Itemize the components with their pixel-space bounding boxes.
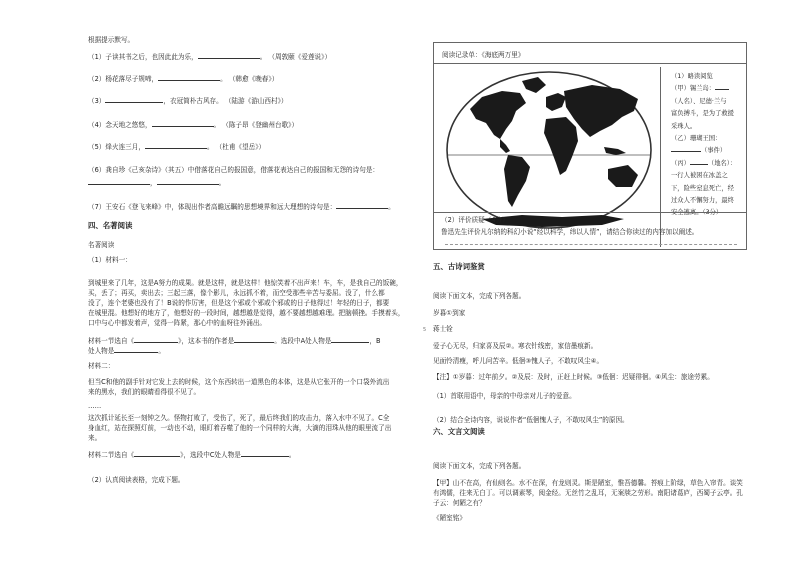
fill-material-1-cont: 处人物是 。 — [88, 347, 165, 355]
question-1: （1）子读其书之后，也因此此为乐， 。 （周敦颐《爱莲说》） — [88, 53, 332, 61]
passage-line: 来。 — [88, 434, 102, 442]
question-4: （4）念天地之悠悠， 。 （陈子昂《登幽州台歌》） — [88, 121, 299, 129]
answer-blank[interactable] — [690, 158, 708, 165]
subheading: 名著阅读 — [88, 241, 115, 249]
answer-blank[interactable] — [234, 336, 274, 343]
fill-material-2: 材料二节选自《 》，选段中C处人物是 。 — [88, 451, 296, 459]
section-5-heading: 五、古诗词鉴赏 — [433, 262, 485, 271]
question-6: （6）龚自珍《己亥杂诗》（其五）中借落花自己的报国意，借落花表达自己的报国和无怨的诗句是： — [88, 166, 380, 174]
table-header — [434, 43, 746, 64]
answer-blank[interactable] — [157, 178, 219, 185]
material-1-label: （1）材料一： — [88, 256, 132, 264]
evaluation-question: （2）评价质疑（4分） 鲁迅先生评价凡尔纳的科幻小说“经以科学，纬以人情”，请结合你读过的内容加以阐述。 — [433, 212, 747, 251]
passage-line: 在城里混。他想好的地方了，他想好的一段时间，越想越是觉得，越不要越想越难理。把脑顿挫。手摸着头， — [88, 309, 405, 317]
instruction: 根据提示默写。 — [88, 36, 135, 44]
question-5: （5）烽火连三月， 。 （杜甫《望岳》） — [88, 143, 266, 151]
passage-line: 这次抓计延长至一刻钟之久。怪物打败了，受伤了，死了，最后终我们的攻击力，落入水中不见了。C全 — [88, 414, 390, 422]
answer-blank[interactable] — [671, 145, 701, 152]
classical-text: 子云：何陋之有？ — [433, 499, 486, 507]
classical-text: 【甲】山不在高，有仙则名。水不在深，有龙则灵。斯是陋室，惟吾德馨。苔痕上阶绿，草色入帘青。谈笑 — [433, 479, 743, 487]
fill-material-1: 材料一节选自《 》，这本书的作者是 。选段中A处人物是 ，B — [88, 337, 381, 345]
answer-blank[interactable] — [114, 346, 158, 353]
answer-blank[interactable] — [152, 120, 214, 127]
instruction: 阅读下面文本，完成下列各题。 — [433, 292, 526, 300]
answer-blank[interactable] — [715, 83, 729, 90]
question-2-read: （2）认真阅读表格，完成下题。 — [88, 476, 185, 484]
binding-mark: 5 — [423, 327, 427, 333]
ellipsis: …… — [88, 402, 102, 410]
question-6-answer: ， 。 — [88, 178, 225, 187]
answer-blank[interactable] — [241, 450, 289, 457]
poem-line: 爱子心无尽，归家喜及辰②。寒衣针线密，家信墨痕新。 — [433, 342, 598, 350]
question-5-2: （2）结合全诗内容，说说作者“低徊愧人子，不敢叹风尘”的原因。 — [433, 416, 629, 424]
classical-title: 《陋室铭》 — [433, 514, 466, 522]
section-6-heading: 六、文言文阅读 — [433, 427, 485, 436]
question-5-1: （1）首联用语中，母亲的中母亲对儿子的爱意。 — [433, 392, 576, 400]
answer-blank[interactable] — [105, 96, 163, 103]
poem-author: 蒋士铨 — [433, 325, 453, 333]
poem-notes: 【注】①岁暮：过年前夕。②及辰：及时，正赶上时候。③低徊：迟疑徘徊。④风尘：旅途劳累。 — [433, 373, 714, 381]
answer-line[interactable] — [445, 244, 737, 245]
answer-blank[interactable] — [145, 142, 207, 149]
answer-blank[interactable] — [336, 202, 388, 209]
passage-line: 买，丢了；再买，卖出去；三起三落，像个影儿，永远抓不着，而空受那些辛苦与委屈。没了，什么都 — [88, 289, 385, 297]
passage-line: 到城里来了几年，这是A努力的成果。就是这样，就是这样！他惊笑着不出声来！车，车，是我自己的饭碗， — [88, 279, 403, 287]
answer-blank[interactable] — [88, 178, 150, 185]
passage-line: 来的黑水，我们的眼睛看得很不见了。 — [88, 388, 201, 396]
question-2: （2）杨花落尽子规啼， 。 （韩愈《晚春》） — [88, 75, 279, 83]
section-4-heading: 四、名著阅读 — [88, 221, 133, 230]
passage-line: 身血红，站在探照灯前，一动也不动，眼盯着吞噬了他的一个同样的大海，大滴的泪珠从他的眼里流了出 — [88, 424, 392, 432]
material-2-label: 材料二： — [88, 362, 115, 370]
answer-blank[interactable] — [134, 450, 180, 457]
poem-title: 岁暮①到家 — [433, 309, 466, 317]
passage-line: 但当C和他的副手针对它发上去的时候，这个东西转出一道黑色的本体，这是从它张开的一个口袋外流出 — [88, 378, 390, 386]
reading-notes: （1）略读阅览 （甲）锡兰岛： （人名）、尼德·兰与 富负搏斗，是为了救援 采珠人。 （乙）珊瑚王国： （事件） （丙） （地名）： 一行人被困在冰盖之 下，险些窒息死亡，经 过众人不懈努力，最终 安全逃离。（3分） — [660, 67, 746, 247]
question-3: （3） ，衣冠简朴古风存。 （陆游《游山西村》） — [88, 97, 288, 105]
answer-blank[interactable] — [158, 74, 220, 81]
answer-blank[interactable] — [134, 336, 178, 343]
instruction: 阅读下面文本，完成下列各题。 — [433, 462, 526, 470]
world-map-image — [442, 67, 656, 233]
poem-line: 见面怜清瘦，呼儿问苦辛。低徊③愧人子，不敢叹风尘④。 — [433, 357, 604, 365]
table-title: 阅读记录单：《海底两万里》 — [442, 51, 525, 59]
answer-blank[interactable] — [198, 52, 260, 59]
classical-text: 有鸿儒，往来无白丁。可以调素琴，阅金经。无丝竹之乱耳，无案牍之劳形。南阳诸葛庐，西蜀子云亭。孔 — [433, 489, 743, 497]
passage-line: 没了，连个老婆也没有了！B说的作厉害，但是这个邪或个邪或个邪或的日子他得过！年轻的日子，都要 — [88, 299, 390, 307]
question-7: （7）王安石《登飞来峰》中，体现出作者高瞻远瞩的思想境界和远大理想的诗句是： 。 — [88, 203, 395, 211]
answer-blank[interactable] — [331, 336, 369, 343]
passage-line: 口中与心中都发着声，觉得一阵紧，那心中的血呀往外涌出。 — [88, 319, 267, 327]
